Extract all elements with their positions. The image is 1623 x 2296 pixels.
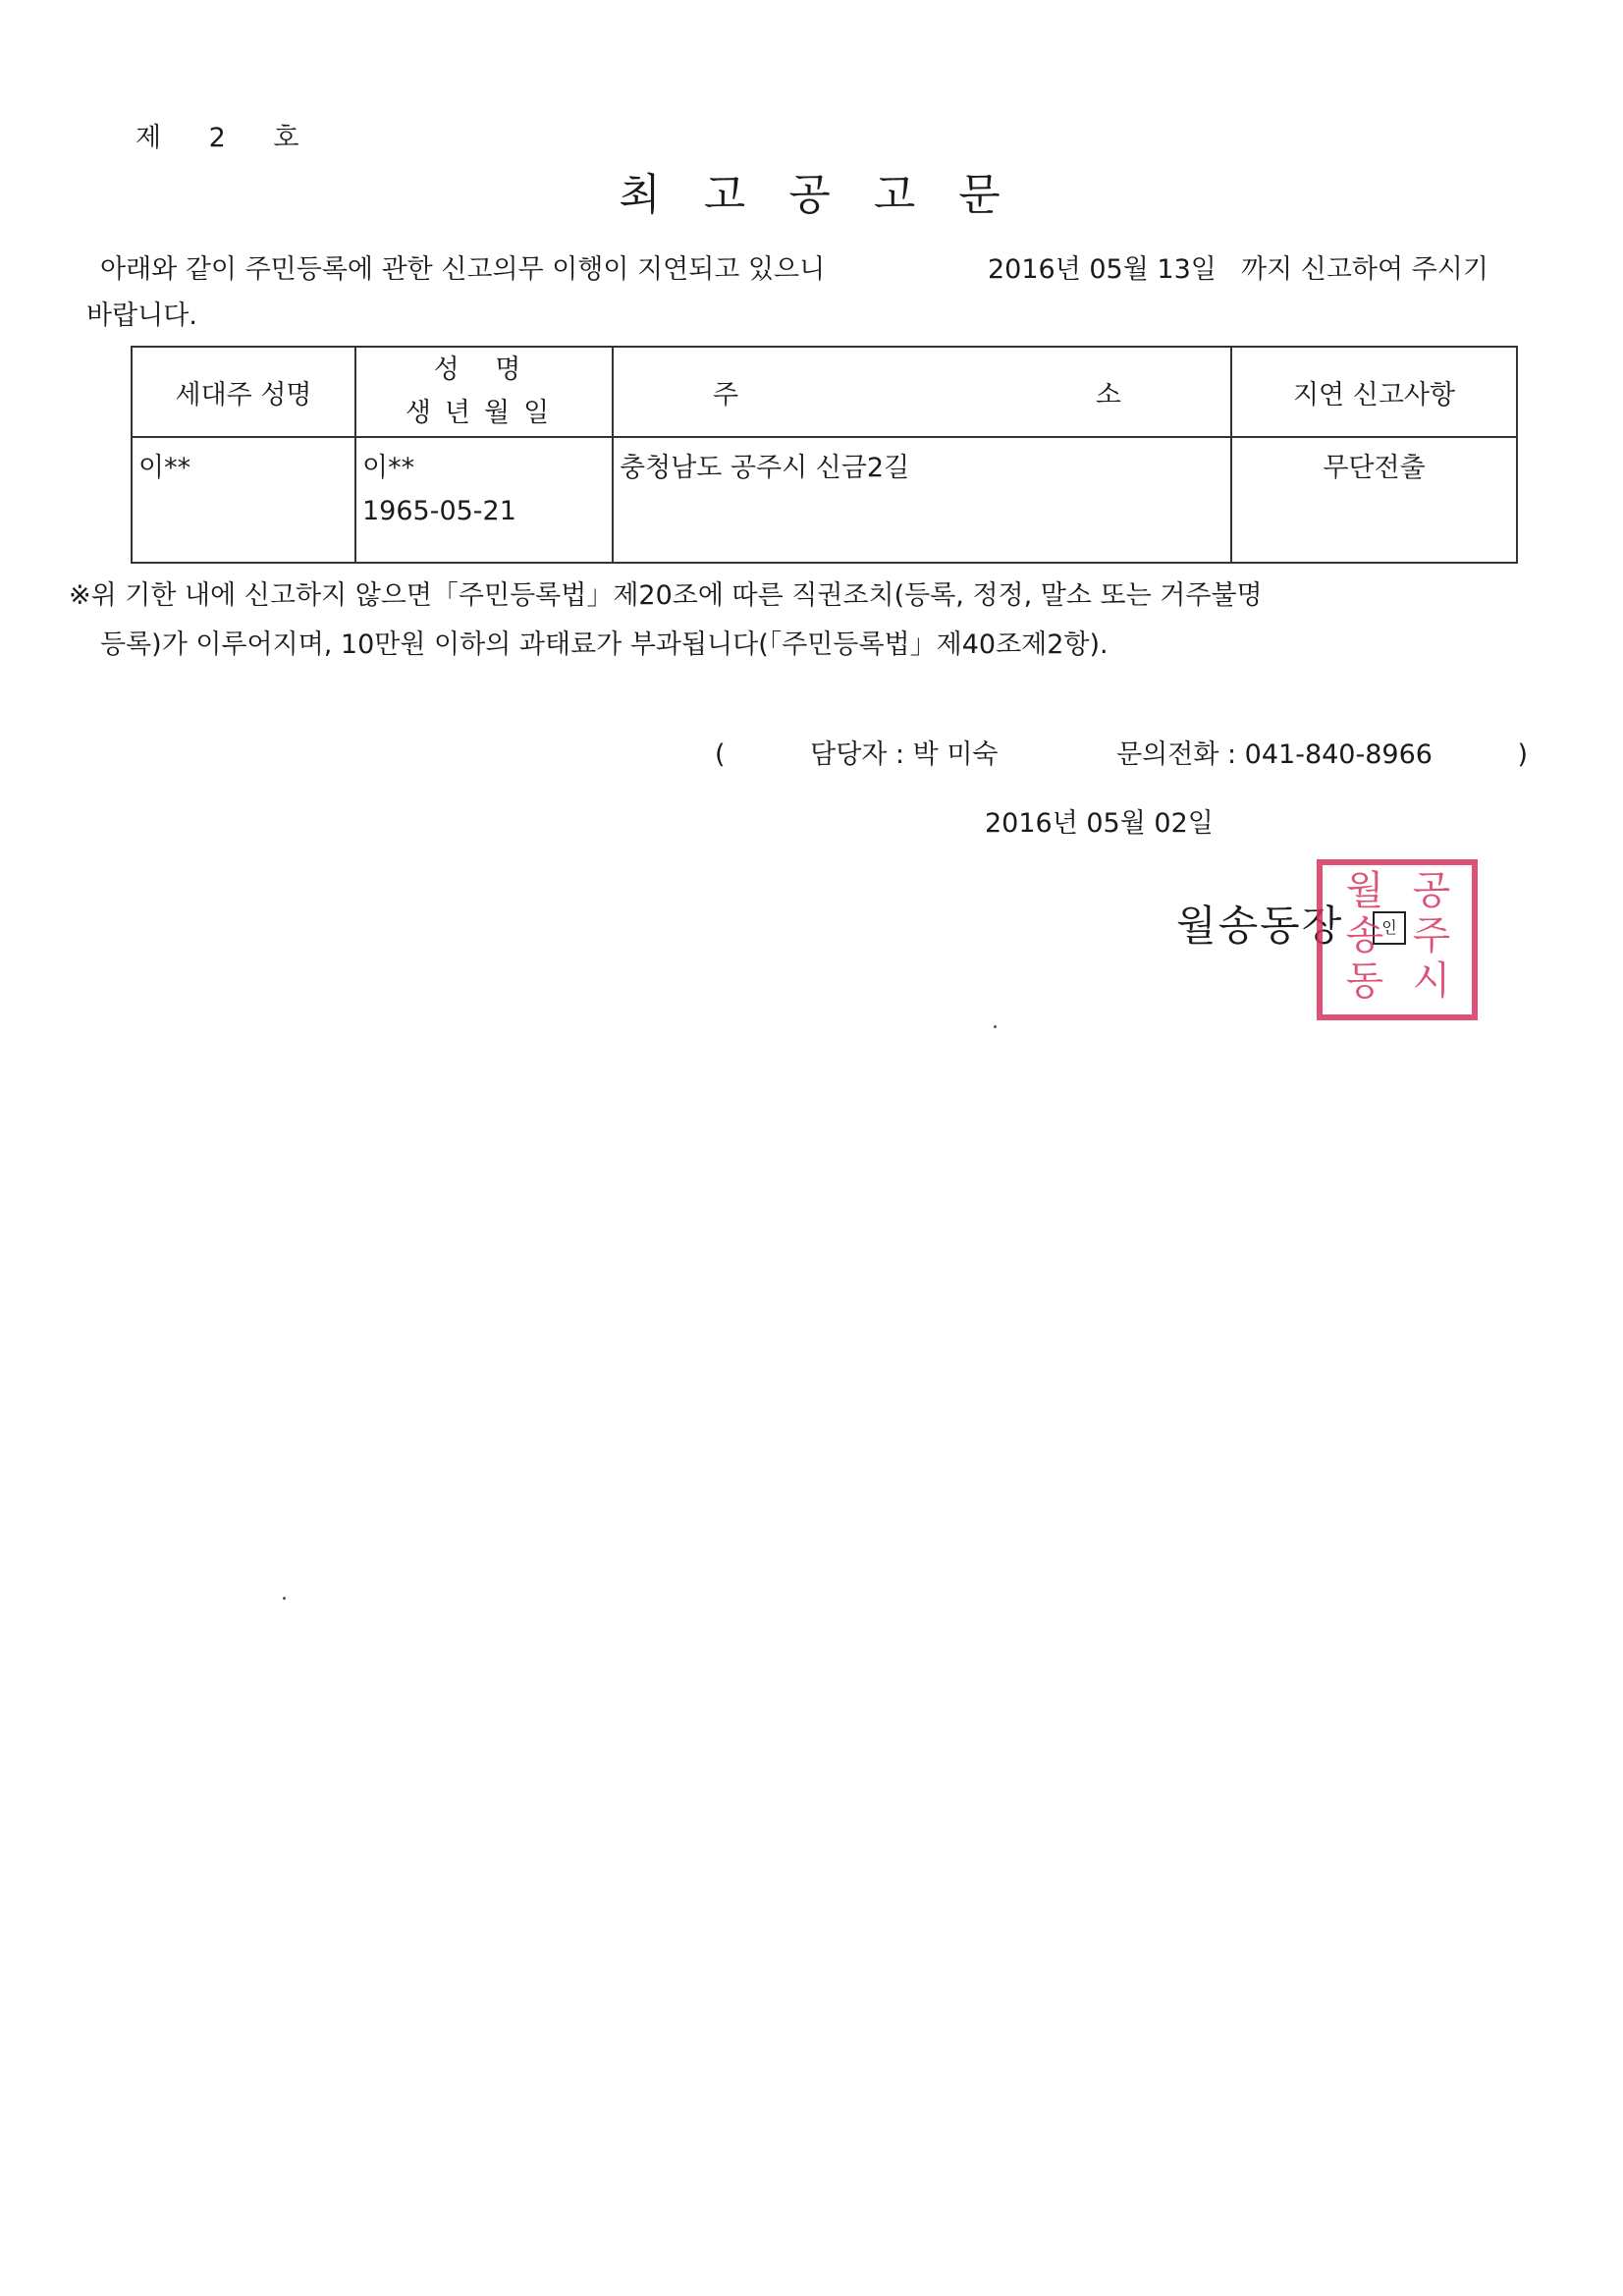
- svg-text:월송동: 월 송 동: [1345, 868, 1384, 1004]
- scan-speck: [283, 1597, 286, 1600]
- official-seal-icon: [1314, 856, 1481, 1023]
- header-address-b: 소: [1095, 379, 1121, 410]
- scan-speck: [994, 1025, 997, 1028]
- header-item: 지연 신고사항: [1231, 347, 1517, 437]
- header-householder: 세대주 성명: [132, 347, 355, 437]
- notice-text: ※위 기한 내에 신고하지 않으면「주민등록법」제20조에 따른 직권조치(등록, 정정, 말소 또는 거주불명: [69, 580, 1263, 611]
- issue-date: 2016년 05월 02일: [985, 808, 1214, 839]
- stamp-mark: 인: [1373, 911, 1406, 945]
- document-title: 최고공고문: [619, 170, 1044, 220]
- header-birth: 생년월일: [405, 398, 564, 428]
- contact-open-paren: (: [715, 739, 726, 770]
- intro-text: 아래와 같이 주민등록에 관한 신고의무 이행이 지연되고 있으니: [100, 254, 826, 285]
- contact-line: [715, 733, 1528, 771]
- notice-text-continued: 등록)가 이루어지며, 10만원 이하의 과태료가 부과됩니다(「주민등록법」제40조제2항).: [100, 629, 1109, 660]
- table-header-row: [132, 347, 1517, 437]
- registration-table: [131, 346, 1518, 564]
- cell-name: 이**: [362, 453, 415, 483]
- cell-birth: 1965-05-21: [362, 496, 516, 526]
- cell-name-birth: [355, 437, 613, 563]
- document-number: 제 2 호: [135, 123, 305, 153]
- deadline-date: 2016년 05월 13일: [988, 254, 1217, 285]
- cell-item: 무단전출: [1231, 437, 1517, 563]
- table-row: [132, 437, 1517, 563]
- svg-text:공주시: 공 주 시: [1412, 868, 1451, 1004]
- issuer-title: 월송동장: [1176, 902, 1344, 950]
- contact-manager: 담당자 : 박 미숙: [810, 739, 999, 770]
- intro-text-end: 까지 신고하여 주시기: [1241, 254, 1488, 285]
- header-address-a: 주: [713, 379, 739, 410]
- cell-householder: 이**: [132, 437, 355, 563]
- cell-address: 충청남도 공주시 신금2길: [613, 437, 1231, 563]
- header-address: [613, 347, 1231, 437]
- header-name: 성 명: [433, 355, 535, 385]
- contact-phone: 문의전화 : 041-840-8966: [1116, 739, 1433, 770]
- header-name-birth: [355, 347, 613, 437]
- contact-close-paren: ): [1517, 739, 1529, 770]
- intro-text-continued: 바랍니다.: [86, 301, 197, 331]
